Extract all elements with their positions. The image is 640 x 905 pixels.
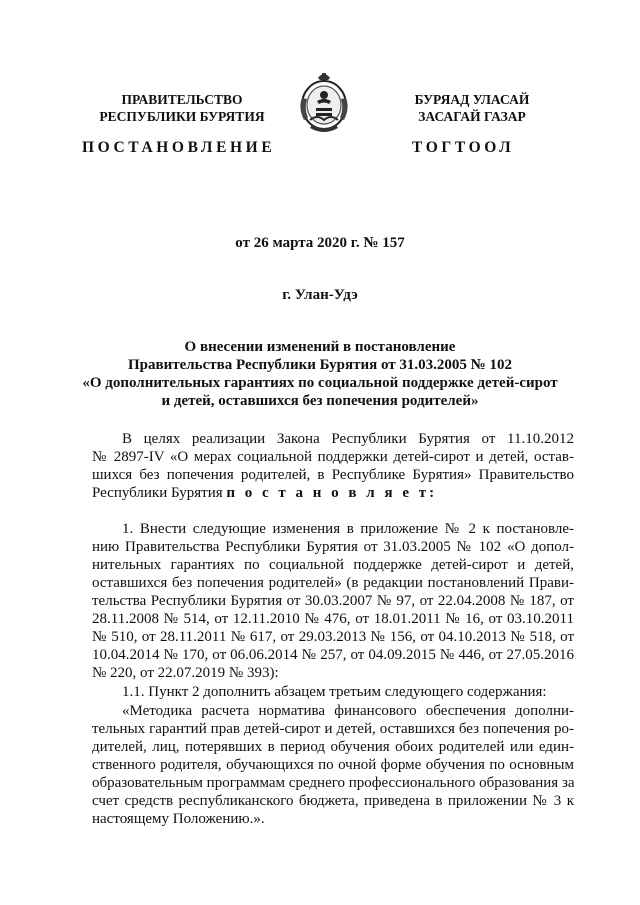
item1-line8: 10.04.2014 № 170, от 06.06.2014 № 257, от 04.09.2015 № 446, от 27.05.2016	[92, 647, 574, 663]
preamble-line3: шихся без попечения родителей, в Республике Бурятия» Правительство	[92, 467, 574, 483]
item1-line5: тельства Республики Бурятия от 30.03.2007 № 97, от 22.04.2008 № 187, от	[92, 593, 574, 609]
title-line4: и детей, оставшихся без попечения родителей»	[161, 393, 479, 409]
quote-line1: «Методика расчета норматива финансового обеспечения дополни-	[122, 703, 574, 719]
preamble-line2: № 2897-IV «О мерах социальной поддержки детей-сирот и детей, остав-	[92, 449, 574, 465]
header-right-line1: БУРЯАД УЛАСАЙ	[414, 92, 530, 107]
document-title	[70, 338, 570, 410]
city: г. Улан-Удэ	[282, 287, 358, 303]
item-1-1-paragraph	[92, 683, 574, 701]
item1-line3: нительных гарантиях по социальной поддержке детей-сирот и детей,	[92, 557, 574, 573]
quote-paragraph	[92, 702, 574, 828]
preamble-line4-wrap	[92, 484, 574, 502]
header-right-org	[382, 91, 562, 125]
item1-1-line1: 1.1. Пункт 2 дополнить абзацем третьим следующего содержания:	[122, 684, 547, 700]
quote-line5: образовательным программам среднего профессионального образования за	[92, 775, 575, 791]
doc-type-left: ПОСТАНОВЛЕНИЕ	[82, 139, 276, 156]
header-left-org	[92, 91, 272, 125]
item-1-paragraph	[92, 520, 574, 682]
item1-line7: № 510, от 28.11.2011 № 617, от 29.03.2013 № 156, от 04.10.2013 № 518, от	[92, 629, 574, 645]
doc-type-right: ТОГТООЛ	[412, 139, 515, 156]
title-line3: «О дополнительных гарантиях по социальной поддержке детей-сирот	[82, 375, 558, 391]
date-line: от 26 марта 2020 г. № 157	[235, 235, 405, 251]
preamble-line1: В целях реализации Закона Республики Бурятия от 11.10.2012	[122, 431, 574, 447]
item1-line6: 28.11.2008 № 514, от 12.11.2010 № 476, от 18.01.2011 № 16, от 03.10.2011	[92, 611, 574, 627]
preamble-line4: Республики Бурятия	[92, 485, 223, 501]
header-left-line2: РЕСПУБЛИКИ БУРЯТИЯ	[99, 109, 265, 124]
item1-line2: нию Правительства Республики Бурятия от 31.03.2005 № 102 «О допол-	[92, 539, 574, 555]
header-left-line1: ПРАВИТЕЛЬСТВО	[121, 92, 243, 107]
title-line2: Правительства Республики Бурятия от 31.03.2005 № 102	[127, 357, 512, 373]
item1-line1: 1. Внести следующие изменения в приложение № 2 к постановле-	[122, 521, 574, 537]
header-right-line2: ЗАСАГАЙ ГАЗАР	[418, 109, 526, 124]
quote-line6: счет средств республиканского бюджета, приведена в приложении № 3 к	[92, 793, 574, 809]
coat-of-arms-icon	[296, 68, 352, 138]
preamble-resolves: п о с т а н о в л я е т:	[226, 485, 438, 501]
quote-line3: дителей, лиц, потерявших в период обучения обоих родителей или един-	[92, 739, 574, 755]
quote-line4: ственного родителя, обучающихся по очной форме обучения по основным	[92, 757, 574, 773]
preamble-paragraph	[92, 430, 574, 502]
quote-line2: тельных гарантий прав детей-сирот и детей, оставшихся без попечения ро-	[92, 721, 574, 737]
quote-line7: настоящему Положению.».	[92, 811, 265, 827]
item1-line4: оставшихся без попечения родителей» (в редакции постановлений Прави-	[92, 575, 574, 591]
title-line1: О внесении изменений в постановление	[184, 339, 456, 355]
item1-line9: № 220, от 22.07.2019 № 393):	[92, 665, 279, 681]
